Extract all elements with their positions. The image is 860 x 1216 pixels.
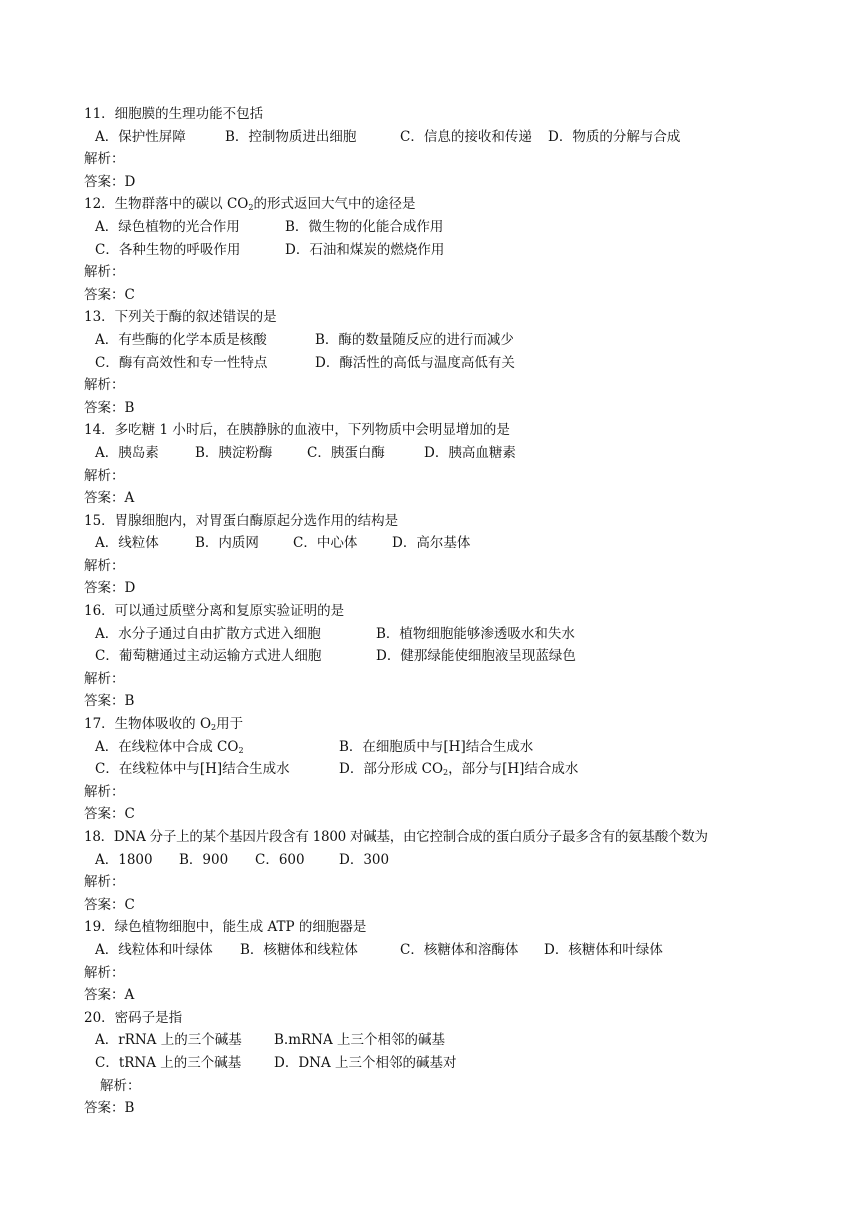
subscript: 2 (238, 745, 244, 755)
question-12-answer: 答案：C (84, 286, 135, 303)
option-c: C．在线粒体中与[H]结合生成水 (95, 761, 290, 778)
question-20-analysis: 解析： (100, 1077, 141, 1094)
option-b: B．酶的数量随反应的进行而减少 (315, 331, 514, 348)
question-document (84, 103, 804, 1120)
question-16-answer: 答案：B (84, 693, 135, 710)
option-c: C．葡萄糖通过主动运输方式进人细胞 (95, 648, 322, 665)
subscript: 2 (443, 768, 449, 778)
option-d: D．石油和煤炭的燃烧作用 (285, 241, 445, 258)
option-b: B．内质网 (195, 535, 259, 552)
option-d: D．健那绿能使细胞液呈现蓝绿色 (376, 648, 576, 665)
option-d: D．DNA 上三个相邻的碱基对 (274, 1054, 457, 1071)
option-a: A．线粒体 (95, 535, 159, 552)
question-20-options-row-1 (84, 1029, 804, 1052)
option-a: A．线粒体和叶绿体 (95, 941, 213, 958)
option-b: B．胰淀粉酶 (195, 444, 273, 461)
question-13-stem: 13．下列关于酶的叙述错误的是 (84, 309, 277, 326)
question-19-answer: 答案：A (84, 987, 135, 1004)
option-c: C．600 (255, 851, 305, 868)
question-18-stem: 18．DNA 分子上的某个基因片段含有 1800 对碱基，由它控制合成的蛋白质分子最多含有的氨基酸个数为 (84, 829, 708, 845)
option-d-text: D．部分形成 CO (339, 761, 444, 778)
option-a: A．rRNA 上的三个碱基 (95, 1032, 242, 1049)
option-a: A．胰岛素 (95, 444, 159, 461)
option-d: D．胰高血糖素 (424, 444, 516, 461)
option-d-text: ，部分与[H]结合成水 (448, 761, 579, 778)
option-d: D．高尔基体 (392, 535, 471, 552)
option-d: D．核糖体和叶绿体 (544, 941, 663, 958)
question-15-answer: 答案：D (84, 580, 136, 597)
question-14-options (84, 442, 804, 465)
option-c: C．核糖体和溶酶体 (400, 941, 519, 958)
question-16-options-row-1 (84, 623, 804, 646)
option-b: B．900 (179, 851, 229, 868)
stem-text: 用于 (216, 716, 244, 733)
question-19-options (84, 939, 804, 962)
option-c: C．tRNA 上的三个碱基 (95, 1054, 242, 1071)
question-11-stem: 11．细胞膜的生理功能不包括 (84, 106, 264, 122)
option-c: C．中心体 (293, 535, 358, 552)
option-d: D．300 (339, 851, 390, 868)
question-17-answer: 答案：C (84, 806, 135, 823)
option-a: A．水分子通过自由扩散方式进入细胞 (95, 625, 321, 642)
question-18-analysis: 解析： (84, 874, 125, 891)
question-17-options-row-2 (84, 758, 804, 781)
option-d: D．物质的分解与合成 (548, 128, 681, 145)
question-15-analysis: 解析： (84, 557, 125, 574)
option-b: B.mRNA 上三个相邻的碱基 (274, 1032, 446, 1049)
question-15-options (84, 532, 804, 555)
option-c: C．信息的接收和传递 (400, 128, 532, 145)
option-b: B．植物细胞能够渗透吸水和失水 (376, 625, 575, 642)
option-b: B．控制物质进出细胞 (225, 128, 357, 145)
stem-text: 的形式返回大气中的途径是 (253, 196, 416, 213)
question-12-analysis: 解析： (84, 264, 125, 281)
option-b: B．在细胞质中与[H]结合生成水 (339, 738, 534, 755)
question-19-analysis: 解析： (84, 964, 125, 981)
question-12-options-row-1 (84, 216, 804, 239)
option-a: A．1800 (95, 851, 153, 868)
question-20-answer: 答案：B (84, 1100, 135, 1117)
option-d (339, 758, 578, 781)
option-b: B．核糖体和线粒体 (240, 941, 358, 958)
subscript: 2 (248, 203, 254, 213)
question-16-stem: 16．可以通过质壁分离和复原实验证明的是 (84, 603, 345, 620)
question-12-stem (84, 193, 804, 216)
question-13-answer: 答案：B (84, 399, 135, 416)
question-16-options-row-2 (84, 645, 804, 668)
stem-text: 12．生物群落中的碳以 CO (84, 196, 249, 213)
question-13-options-row-1 (84, 329, 804, 352)
question-11-options (84, 126, 804, 149)
option-b: B．微生物的化能合成作用 (285, 218, 444, 235)
question-19-stem: 19．绿色植物细胞中，能生成 ATP 的细胞器是 (84, 919, 367, 936)
option-a: A．保护性屏障 (95, 128, 186, 145)
question-14-stem: 14．多吃糖 1 小时后，在胰静脉的血液中，下列物质中会明显增加的是 (84, 422, 510, 439)
option-c: C．胰蛋白酶 (307, 444, 385, 461)
option-d: D．酶活性的高低与温度高低有关 (315, 354, 515, 371)
option-a-text: A．在线粒体中合成 CO (95, 738, 239, 755)
option-a: A．有些酶的化学本质是核酸 (95, 331, 267, 348)
option-c: C．酶有高效性和专一性特点 (95, 354, 268, 371)
question-11-answer: 答案：D (84, 173, 136, 190)
question-18-options (84, 849, 804, 872)
question-13-options-row-2 (84, 352, 804, 375)
question-20-options-row-2 (84, 1052, 804, 1075)
question-18-answer: 答案：C (84, 896, 135, 913)
question-12-options-row-2 (84, 239, 804, 262)
stem-text: 17．生物体吸收的 O (84, 716, 212, 733)
question-17-options-row-1 (84, 736, 804, 759)
question-16-analysis: 解析： (84, 670, 125, 687)
question-20-stem: 20．密码子是指 (84, 1009, 183, 1026)
question-11-analysis: 解析： (84, 151, 125, 168)
question-13-analysis: 解析： (84, 377, 125, 394)
option-c: C．各种生物的呼吸作用 (95, 241, 241, 258)
option-a: A．绿色植物的光合作用 (95, 218, 240, 235)
question-15-stem: 15．胃腺细胞内，对胃蛋白酶原起分选作用的结构是 (84, 512, 399, 529)
question-17-analysis: 解析： (84, 783, 125, 800)
question-17-stem (84, 713, 804, 736)
option-a (95, 736, 244, 759)
subscript: 2 (211, 723, 217, 733)
question-14-analysis: 解析： (84, 467, 125, 484)
question-14-answer: 答案：A (84, 490, 135, 507)
